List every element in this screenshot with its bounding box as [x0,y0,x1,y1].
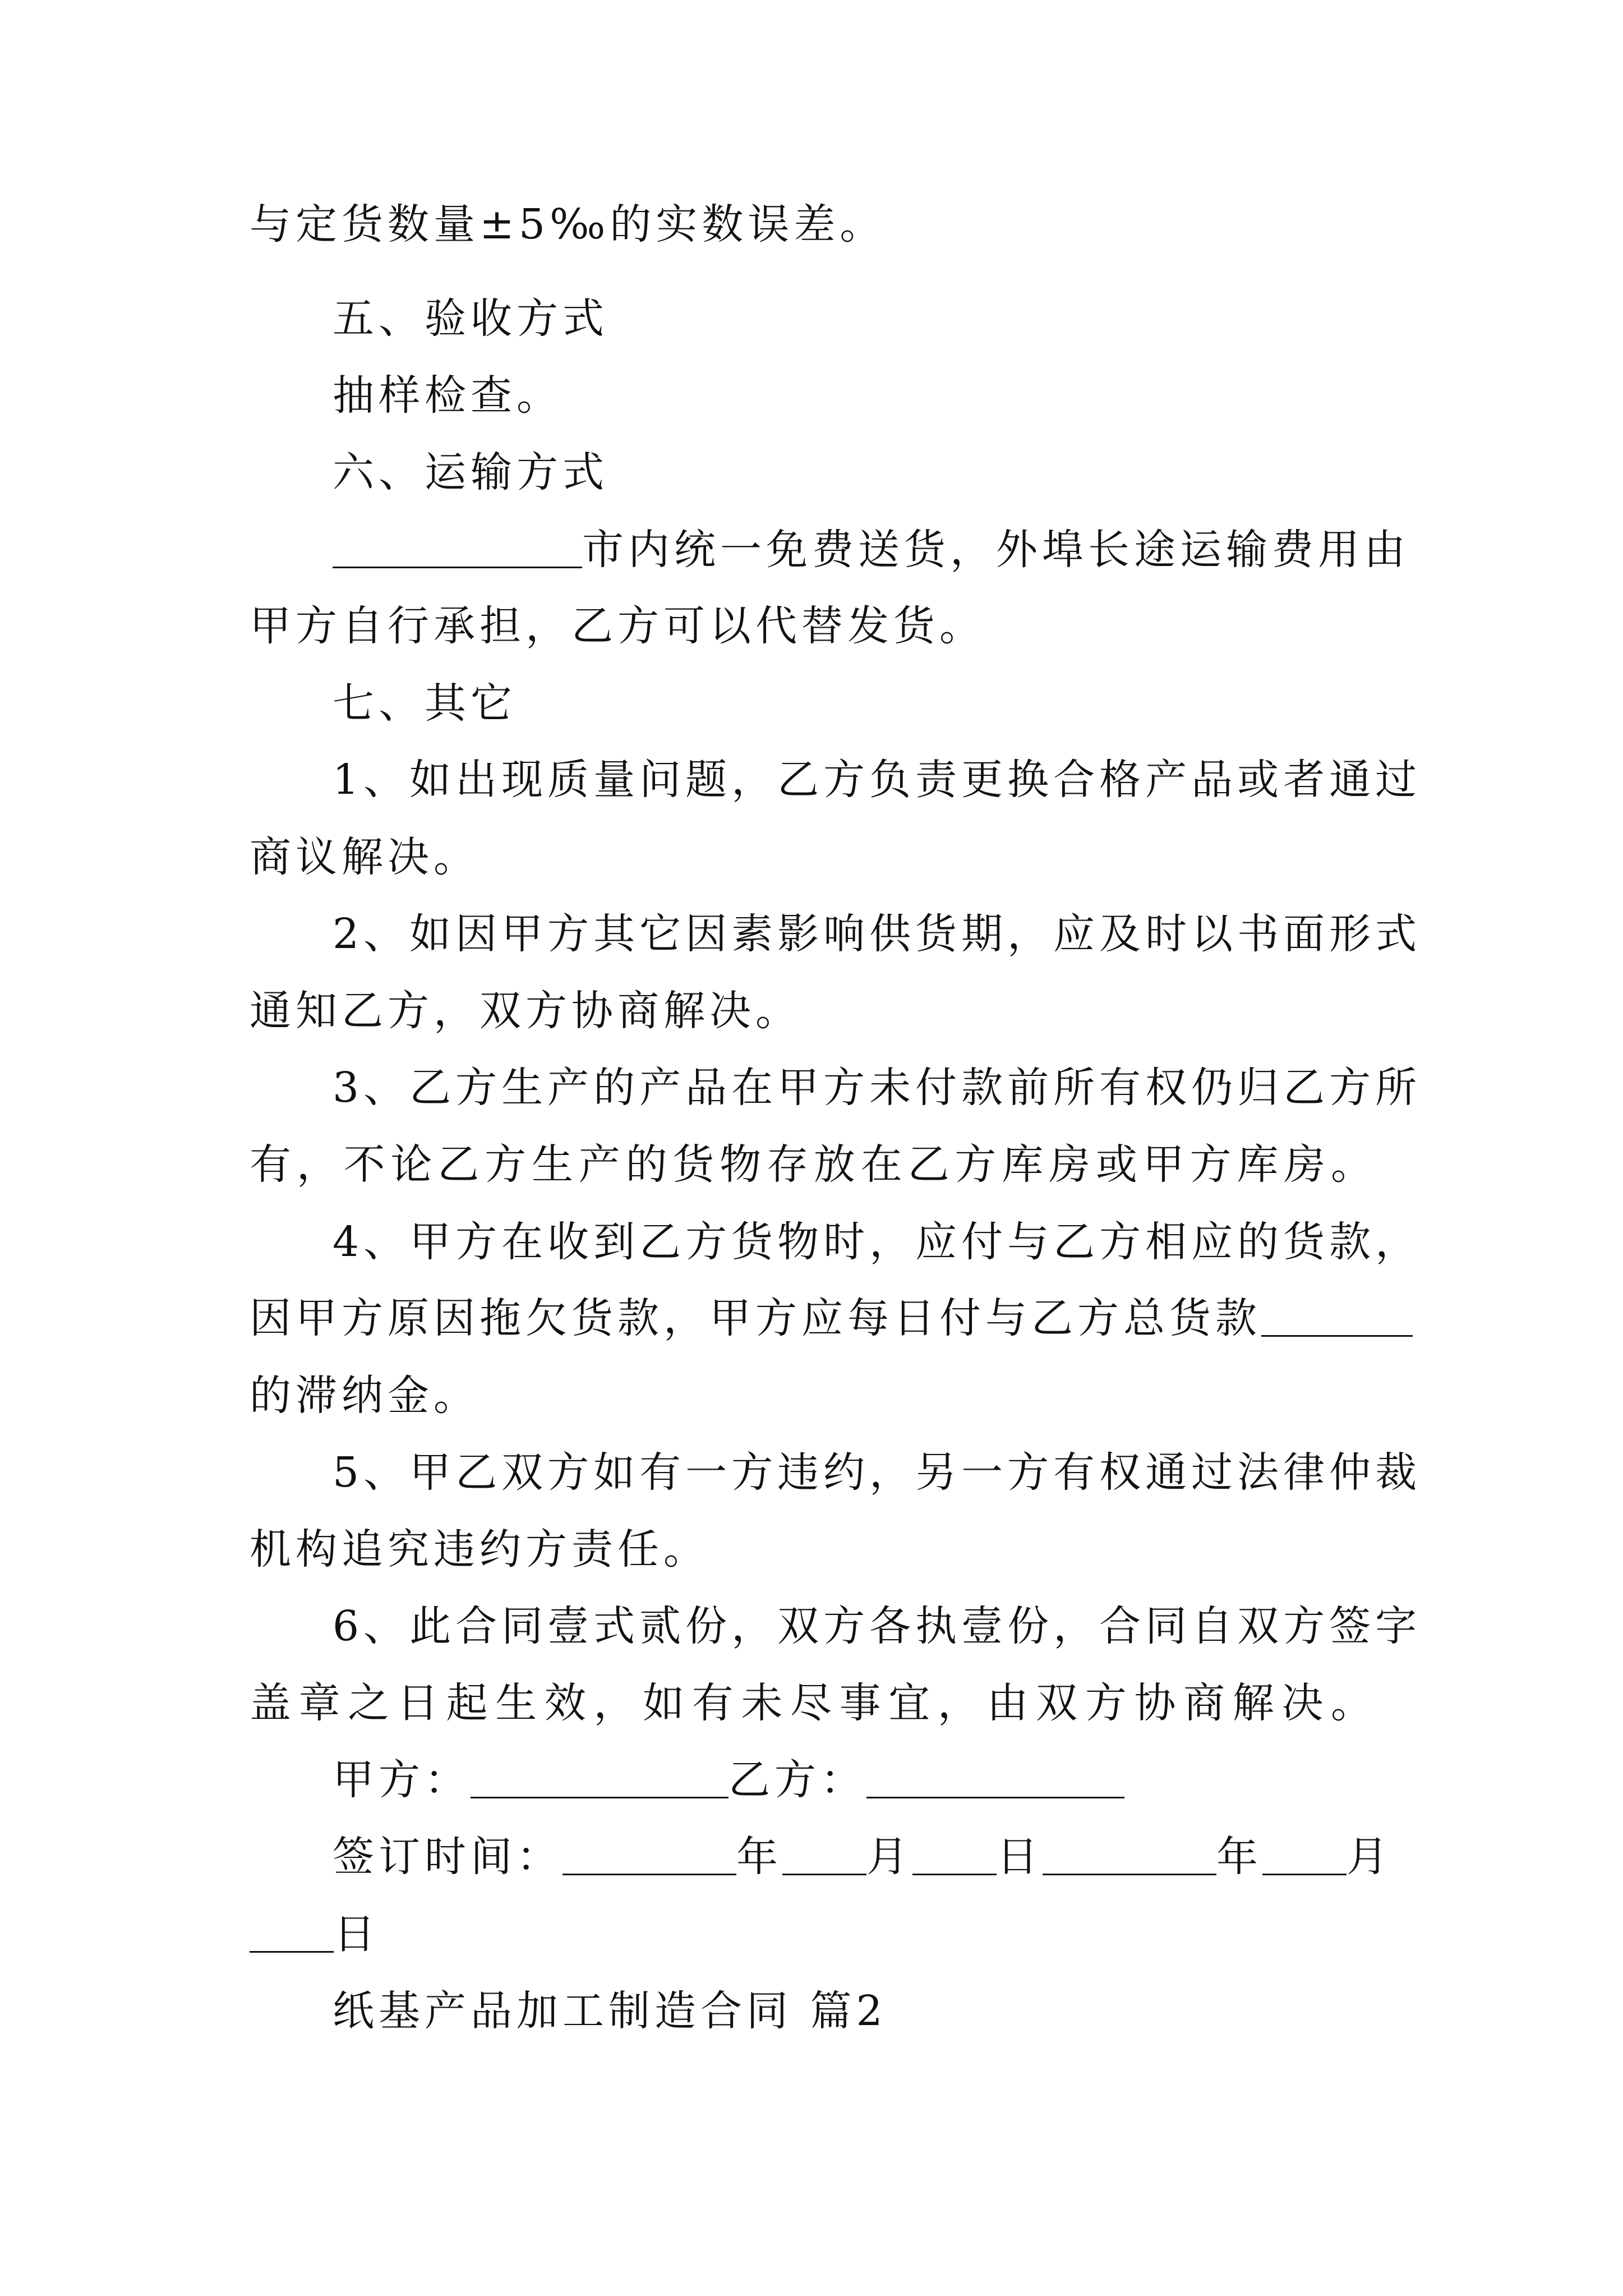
day-label: 日 [334,1910,380,1958]
party-b-blank [866,1760,1124,1798]
paragraph-text: 市内统一免费送货，外埠长途运输费用由 [582,526,1410,574]
year-label: 年 [736,1833,782,1881]
paragraph-line: 的滞纳金。 [250,1372,479,1420]
clause-item-1: 1、如出现质量问题，乙方负责更换合格产品或者通过 [333,756,1422,804]
day-blank [912,1837,997,1875]
day-blank [250,1914,334,1953]
document-page [250,0,1422,2296]
paragraph-line: 机构追究违约方责任。 [250,1525,709,1573]
party-b-label: 乙方： [728,1756,866,1804]
signature-date-continued [250,1901,1377,1968]
paragraph-line: 抽样检查。 [333,371,562,420]
month-blank [1262,1837,1347,1875]
section-heading-transport: 六、运输方式 [333,448,608,496]
year-label: 年 [1216,1833,1262,1881]
section-heading-inspection: 五、验收方式 [333,295,608,343]
year-blank [1043,1837,1216,1875]
clause-item-3: 3、乙方生产的产品在甲方未付款前所有权仍归乙方所 [333,1064,1422,1112]
month-label: 月 [866,1833,912,1881]
paragraph-line: 与定货数量±5‰的实数误差。 [250,200,886,249]
signature-parties-line [333,1746,1377,1814]
signature-date-line [333,1823,1393,1890]
paragraph-line: 甲方自行承担，乙方可以代替发货。 [250,602,985,650]
next-contract-heading: 纸基产品加工制造合同 篇2 [333,1987,887,2035]
month-label: 月 [1347,1833,1393,1881]
fill-blank [1261,1298,1413,1337]
clause-item-6: 6、此合同壹式贰份，双方各执壹份，合同自双方签字 [333,1602,1422,1650]
paragraph-line: 通知乙方，双方协商解决。 [250,987,801,1035]
clause-item-2: 2、如因甲方其它因素影响供货期，应及时以书面形式 [333,910,1422,958]
paragraph-text: 因甲方原因拖欠货款，甲方应每日付与乙方总货款 [250,1294,1261,1342]
paragraph-line [250,1285,1377,1352]
year-blank [562,1837,736,1875]
paragraph-line: 有，不论乙方生产的货物存放在乙方库房或甲方库房。 [250,1140,1377,1189]
clause-item-5: 5、甲乙双方如有一方违约，另一方有权通过法律仲裁 [333,1448,1422,1497]
paragraph-line [333,516,1410,583]
day-label: 日 [997,1833,1043,1881]
section-heading-other: 七、其它 [333,679,517,728]
sign-time-label: 签订时间： [333,1833,562,1881]
month-blank [782,1837,866,1875]
paragraph-line: 盖章之日起生效，如有未尽事宜，由双方协商解决。 [250,1679,1377,1727]
fill-blank [333,530,582,568]
clause-item-4: 4、甲方在收到乙方货物时，应付与乙方相应的货款， [333,1218,1422,1266]
party-a-blank [471,1760,728,1798]
party-a-label: 甲方： [333,1756,471,1804]
paragraph-line: 商议解决。 [250,833,479,881]
